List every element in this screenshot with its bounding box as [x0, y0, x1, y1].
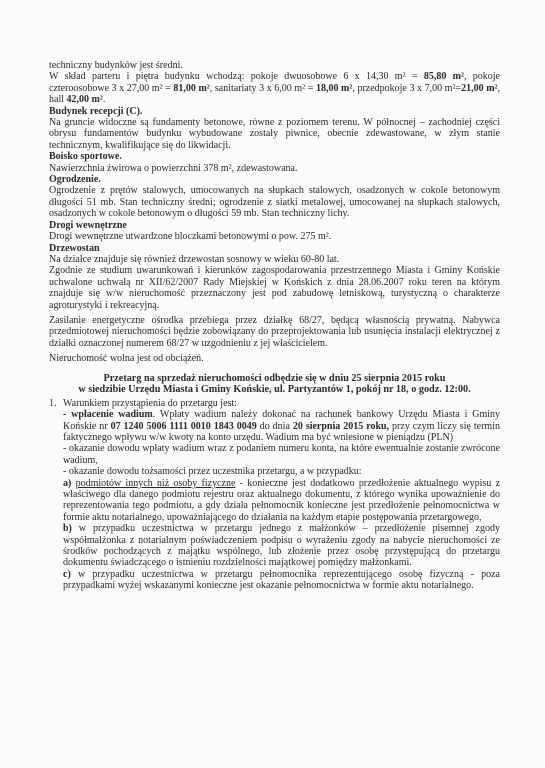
auction-conditions-list: [49, 398, 500, 592]
sport-field-heading: Boisko sportowe.: [49, 151, 122, 163]
fence-heading: Ogrodzenie.: [49, 174, 101, 186]
clause-a: a) podmiotów innych niż osoby fizyczne - konieczne jest dodatkowo przedłożenie aktualnego wypisu z właściwego dla danego podmiotu rejestru oraz aktualnego dokumentu, z którego wynika upoważnienie do reprezentowania tego podmiotu, a gdy działa pełnomocnik konieczne jest przedłożenie pełnomocnictwa w formie aktu notarialnego, upoważniającego do działania na każdym etapie postępowania przetargowego,: [63, 477, 501, 523]
wadium-paragraph: - wpłacenie wadium. Wpłaty wadium należy dokonać na rachunek bankowy Urzędu Miasta i Gminy Końskie nr 07 1240 5006 1111 0010 1843 0049 do dnia 20 sierpnia 2015 roku, przy czym liczy się termin faktycznego wpływu w/w kwoty na konto urzędu. Wadium ma być wniesione w pieniądzu (PLN): [63, 409, 501, 443]
fence-text: Ogrodzenie z prętów stalowych, umocowanych na słupkach stalowych, osadzonych w cokole betonowym długości 51 mb. Stan techniczny średni; ogrodzenie z siatki metalowej, umocowanej na słupkach stalowych, osadzonych w cokole betonowym o długości 59 mb. Stan techniczny lichy.: [49, 185, 500, 220]
auction-announcement-line2: w siedzibie Urzędu Miasta i Gminy Końskie, ul. Partyzantów 1, pokój nr 18, o godz. 12:00.: [78, 384, 471, 396]
clause-b: b) w przypadku uczestnictwa w przetargu jednego z małżonków – przedłożenie pisemnej zgody współmałżonka z notarialnym poświadczeniem podpisu o wyrażeniu zgody na nabycie nieruchomości ze środków pochodzących z majątku wspólnego, lub złożenie przez osobę przystępującą do przetargu dokumentu świadczącego o istnieniu rozdzielności majątkowej pomiędzy małżonkami.: [63, 523, 500, 569]
list-item: [49, 398, 500, 592]
roads-heading: Drogi wewnętrzne: [49, 219, 127, 231]
auction-announcement-line1: Przetarg na sprzedaż nieruchomości odbędzie się w dniu 25 sierpnia 2015 roku: [103, 372, 446, 384]
trees-text: Na działce znajduje się również drzewostan sosnowy w wieku 60-80 lat.: [49, 253, 340, 265]
payment-proof-text: - okazanie dowodu wpłaty wadium wraz z podaniem numeru konta, na które ewentualnie zostanie zwrócone wadium,: [63, 443, 500, 466]
roads-text: Drogi wewnętrzne utwardzone bloczkami betonowymi o pow. 275 m².: [49, 231, 332, 243]
reception-heading: Budynek recepcji (C).: [49, 105, 143, 117]
identity-proof-text: - okazanie dowodu tożsamości przez uczestnika przetargu, a w przypadku:: [63, 466, 362, 478]
list-item-number: 1.: [49, 397, 57, 409]
building-rooms-text: W skład parteru i piętra budynku wchodzą: pokoje dwuosobowe 6 x 14,30 m² = 85,80 m², pokoje czteroosobowe 3 x 27,00 m² = 81,00 m², sanitariaty 3 x 6,00 m² = 18,00 m², przedpokoje 3 x 7,00 m²=21,00 m², hall 42,00 m².: [49, 71, 501, 106]
bank-account-number: 07 1240 5006 1111 0010 1843 0049: [110, 420, 257, 432]
zoning-study-text: Zgodnie ze studium uwarunkowań i kierunków zagospodarowania przestrzennego Miasta i Gminy Końskie uchwalone uchwałą nr XII/62/2007 Rady Miejskiej w Końskich z dnia 28.06.2007 roku teren na którym znajduje się w/w nieruchomość przeznaczony jest pod zabudowę letniskową, turystyczną o charakterze agroturystyki i rekreacyjną.: [49, 265, 500, 311]
clause-c: c) w przypadku uczestnictwa w przetargu pełnomocnika reprezentującego osobę fizyczną - poza przypadkami wyżej wskazanymi konieczne jest okazanie pełnomocnictwa w formie aktu notarialnego.: [63, 568, 500, 592]
conditions-intro: Warunkiem przystąpienia do przetargu jest:: [63, 397, 237, 409]
sport-field-text: Nawierzchnia żwirowa o powierzchni 378 m², zdewastowana.: [49, 162, 298, 174]
encumbrance-text: Nieruchomość wolna jest od obciążeń.: [49, 353, 204, 365]
reception-text: Na gruncie widoczne są fundamenty betonowe, równe z poziomem terenu. W północnej – zachodniej części obrysu fundamentów budynku wybudowane zostały piwnice, obecnie zdewastowane, w złym stanie technicznym, kwalifikujące się do likwidacji.: [49, 117, 500, 151]
wadium-deadline: 20 sierpnia 2015 roku,: [292, 420, 390, 432]
building-condition-text: techniczny budynków jest średni.: [49, 60, 183, 71]
power-supply-text: Zasilanie energetyczne ośrodka przebiega przez działkę 68/27, będącą własnością prywatną. Nabywca przedmiotowej nieruchomości będzie zobowiązany do przeprojektowania lub usunięcia instalacji elektrycznej z działki oznaczonej numerem 68/27 w uzgodnieniu z jej właścicielem.: [49, 314, 500, 349]
trees-heading: Drzewostan: [49, 242, 100, 254]
